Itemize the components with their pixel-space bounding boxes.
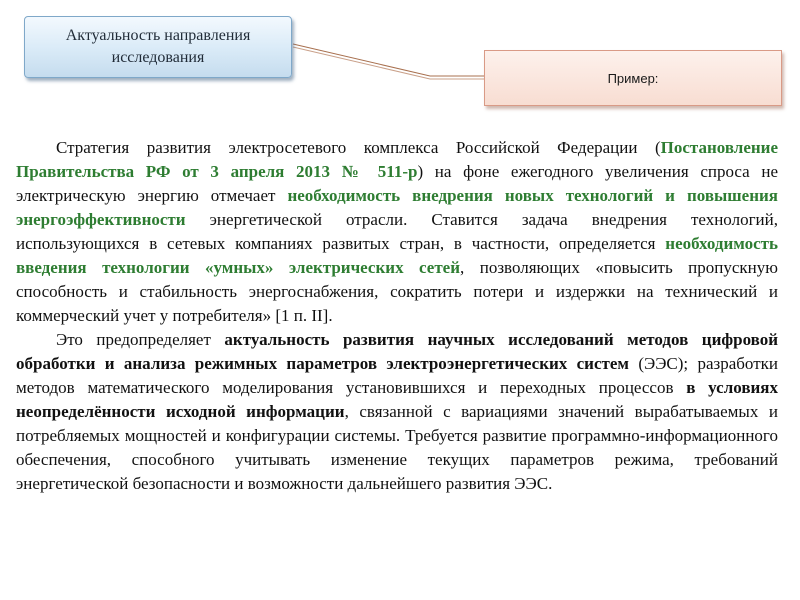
p2-relevance-bold: актуальность развития научных исследований методов цифровой обработки и анализа режимных параметров электроэнергетических систем bbox=[16, 330, 779, 373]
p2-text-3: , связанной с вариациями значений вырабатываемых и потребляемых мощностей и конфигурации системы. Требуется развитие программно-информационного обеспечения, способного учитывать изменение текущих параметров режима, требований энергетической безопасности и возможности дальнейшего развития ЭЭС. bbox=[16, 402, 778, 493]
body-text bbox=[16, 136, 778, 496]
p2-uncertainty-bold: в условиях неопределённости исходной информации bbox=[16, 378, 778, 421]
topic-title-box bbox=[24, 16, 292, 78]
topic-title-line1: Актуальность направления bbox=[65, 27, 251, 44]
paragraph-strategy bbox=[16, 136, 778, 328]
p1-technology-highlight: необходимость внедрения новых технологий и повышения энергоэффективности bbox=[16, 186, 778, 229]
example-label: Пример: bbox=[607, 70, 659, 86]
p1-text-2: ) на фоне ежегодного увеличения спроса не электрическую энергию отмечает bbox=[16, 162, 778, 205]
p1-text-3: энергетической отрасли. Ставится задача внедрения технологий, использующихся в сетевых компаниях развитых стран, в частности, определяется bbox=[16, 210, 778, 253]
p2-text-2: (ЭЭС); разработки методов математического моделирования установившихся и переходных процессов bbox=[16, 354, 778, 397]
example-box bbox=[484, 50, 782, 106]
p1-decree-highlight: Постановление Правительства РФ от 3 апреля 2013 № 511-р bbox=[16, 138, 778, 181]
p1-text-1: Стратегия развития электросетевого комплекса Российской Федерации ( bbox=[56, 138, 661, 157]
topic-title-line2: исследования bbox=[111, 49, 205, 66]
p1-text-4: , позволяющих «повысить пропускную способность и стабильность энергоснабжения, сократить потери и издержки на технический и коммерческий учет у потребителя» [1 п. II]. bbox=[16, 258, 778, 325]
p2-text-1: Это предопределяет bbox=[56, 330, 225, 349]
p1-smart-grid-highlight: необходимость введения технологии «умных» электрических сетей bbox=[16, 234, 778, 277]
paragraph-relevance bbox=[16, 328, 778, 496]
topic-title bbox=[66, 25, 251, 69]
